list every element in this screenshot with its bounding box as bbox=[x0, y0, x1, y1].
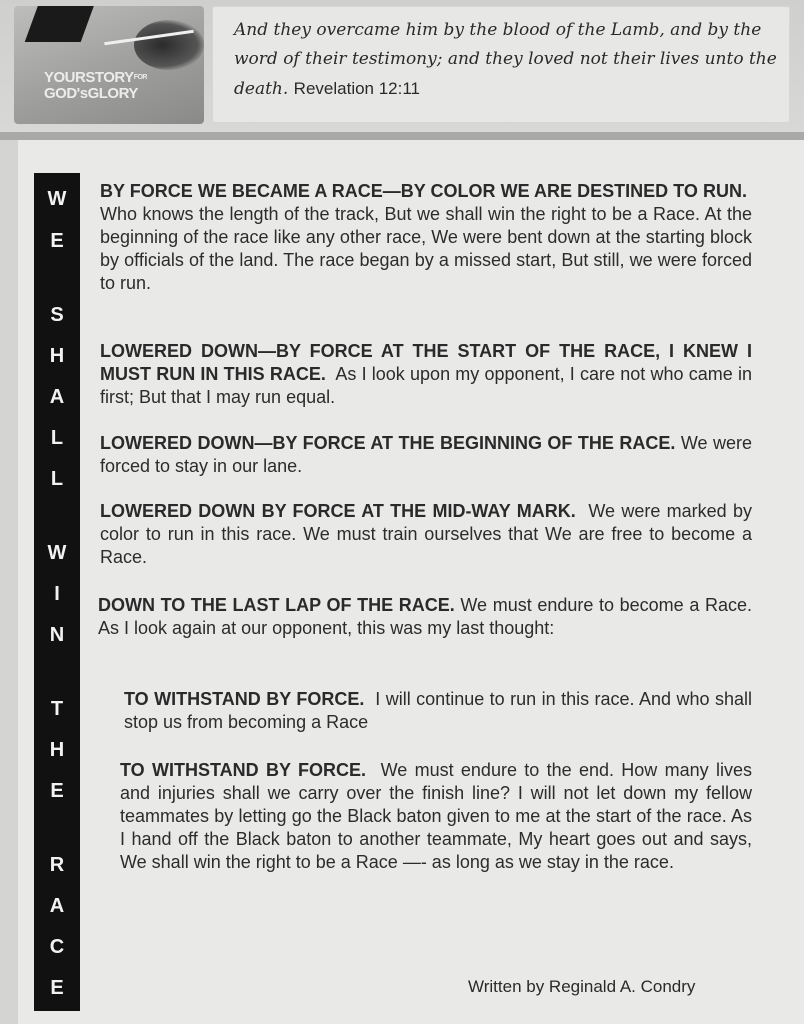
title-letter: S bbox=[50, 304, 64, 326]
logo-text-line2: GOD'sGLORY bbox=[44, 85, 138, 102]
paragraph-2 bbox=[100, 340, 752, 409]
scripture-quote bbox=[234, 16, 782, 104]
title-letter: T bbox=[50, 698, 64, 720]
paragraph-1 bbox=[100, 180, 752, 295]
header-banner bbox=[0, 0, 804, 135]
logo-graphic-dark bbox=[25, 6, 96, 42]
paragraph-5-lead: DOWN TO THE LAST LAP OF THE RACE. bbox=[98, 595, 455, 615]
title-letter: I bbox=[54, 583, 60, 605]
paragraph-5-body: We must endure to become a Race. As I look again at our opponent, this was my last thought: bbox=[98, 595, 752, 638]
scripture-quote-box bbox=[212, 6, 790, 123]
title-letter: L bbox=[50, 427, 64, 449]
paragraph-6 bbox=[124, 688, 752, 734]
logo-text bbox=[44, 70, 147, 102]
title-letter: E bbox=[50, 977, 64, 999]
paragraph-6-body: I will continue to run in this race. And who shall stop us from becoming a Race bbox=[124, 689, 752, 732]
title-letter: L bbox=[50, 468, 64, 490]
title-letter: H bbox=[49, 345, 65, 367]
title-letter: H bbox=[49, 739, 65, 761]
vertical-title-bar bbox=[34, 173, 80, 1011]
title-letter: R bbox=[49, 854, 65, 876]
paragraph-1-body: Who knows the length of the track, But we shall win the right to be a Race. At the beginning of the race like any other race, We were bent down at the starting block by officials of the land. The race began by a missed start, But still, we were forced to run. bbox=[100, 204, 752, 293]
title-letter: N bbox=[49, 624, 65, 646]
logo-text-line1: YOURSTORY bbox=[44, 69, 134, 86]
title-letter: A bbox=[49, 895, 65, 917]
paragraph-6-lead: TO WITHSTAND BY FORCE. bbox=[124, 689, 365, 709]
paragraph-7-body: We must endure to the end. How many lives and injuries shall we carry over the finish line? I will not let down my fellow teammates by letting go the Black baton given to me at the start of the race. As I hand off the Black baton to another teammate, My heart goes out and says, We shall win the right to be a Race —- as long as we stay in the race. bbox=[120, 760, 752, 872]
paragraph-2-body: As I look upon my opponent, I care not who came in first; But that I may run equal. bbox=[100, 364, 752, 407]
paragraph-3-lead: LOWERED DOWN—BY FORCE AT THE BEGINNING OF THE RACE. bbox=[100, 433, 676, 453]
paragraph-2-lead: LOWERED DOWN—BY FORCE AT THE START OF THE RACE, I KNEW I MUST RUN IN THIS RACE. bbox=[100, 341, 752, 384]
logo-graphic-figure bbox=[134, 20, 204, 70]
paragraph-7-lead: TO WITHSTAND BY FORCE. bbox=[120, 760, 366, 780]
paragraph-1-lead: BY FORCE WE BECAME A RACE—BY COLOR WE ARE DESTINED TO RUN. bbox=[100, 181, 747, 201]
paragraph-7 bbox=[120, 759, 752, 874]
paragraph-3-body: We were forced to stay in our lane. bbox=[100, 433, 752, 476]
title-letter: W bbox=[47, 542, 67, 564]
paragraph-3 bbox=[100, 432, 752, 478]
title-letter: E bbox=[50, 780, 64, 802]
paragraph-5 bbox=[98, 594, 752, 640]
author-signature: Written by Reginald A. Condry bbox=[468, 977, 696, 996]
quote-reference: Revelation 12:11 bbox=[293, 79, 421, 98]
paragraph-4-lead: LOWERED DOWN BY FORCE AT THE MID-WAY MARK. bbox=[100, 501, 576, 521]
logo-text-for: FOR bbox=[133, 74, 147, 81]
article-panel bbox=[18, 140, 804, 1024]
paragraph-4 bbox=[100, 500, 752, 569]
title-letter: W bbox=[47, 188, 67, 210]
title-letter: E bbox=[50, 230, 64, 252]
paragraph-4-body: We were marked by color to run in this race. We must train ourselves that We are free to become a Race. bbox=[100, 501, 752, 567]
your-story-logo bbox=[14, 6, 204, 124]
header-divider bbox=[0, 132, 804, 140]
title-letter: C bbox=[49, 936, 65, 958]
quote-text: And they overcame him by the blood of the Lamb, and by the word of their testimony; and they loved not their lives unto the death. bbox=[234, 20, 777, 99]
title-letter: A bbox=[49, 386, 65, 408]
